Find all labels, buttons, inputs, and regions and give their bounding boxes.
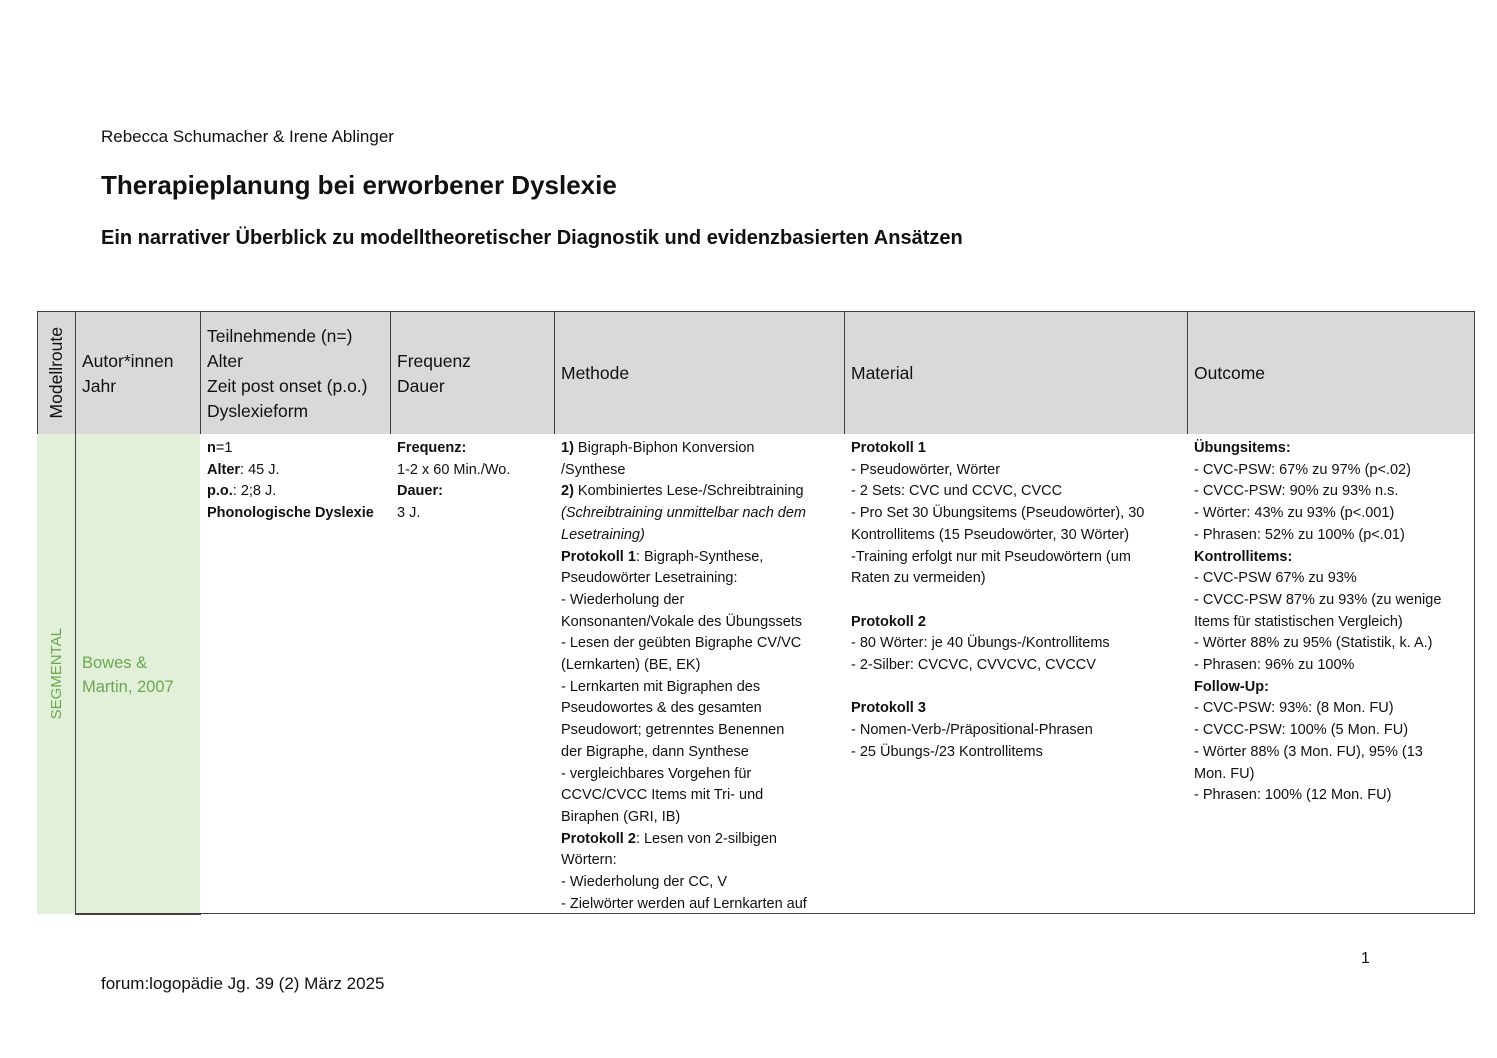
header-dyslexieform-line: Dyslexieform: [207, 401, 309, 421]
outcome-cell: [1187, 434, 1475, 914]
method-protokoll-1-text: : Bigraph-Synthese,: [635, 548, 764, 565]
journal-footer: forum:logopädie Jg. 39 (2) März 2025: [101, 974, 385, 993]
material-p1-item: - Pseudowörter, Wörter: [851, 461, 1001, 478]
route-label: SEGMENTAL: [48, 628, 65, 720]
header-methode-label: Methode: [561, 363, 630, 383]
material-p1-item: - Pro Set 30 Übungsitems (Pseudowörter), 30: [851, 505, 1145, 522]
header-dauer-line: Dauer: [397, 376, 445, 396]
author-line-2: Martin, 2007: [82, 678, 174, 696]
author-line-1: Bowes &: [82, 654, 148, 672]
material-protokoll-3-title: Protokoll 3: [851, 700, 926, 717]
outcome-kontroll-item: - Wörter 88% zu 95% (Statistik, k. A.): [1194, 635, 1433, 652]
material-p3-item: - 25 Übungs-/23 Kontrollitems: [851, 743, 1043, 760]
method-protokoll-2-label: Protokoll 2: [561, 830, 636, 847]
header-zeit-line: Zeit post onset (p.o.): [207, 376, 368, 396]
header-outcome: [1187, 311, 1475, 435]
header-methode: [554, 311, 845, 435]
outcome-follow-item: - Wörter 88% (3 Mon. FU), 95% (13: [1194, 743, 1423, 760]
outcome-uebung-title: Übungsitems:: [1194, 440, 1291, 456]
header-frequenz-line: Frequenz: [397, 351, 471, 371]
outcome-kontroll-item: Items für statistischen Vergleich): [1194, 613, 1403, 630]
method-2-number: 2): [561, 483, 574, 500]
header-alter-line: Alter: [207, 351, 243, 371]
participants-cell: [200, 434, 391, 914]
material-protokoll-2-title: Protokoll 2: [851, 613, 926, 630]
material-p1-item: -Training erfolgt nur mit Pseudowörtern (um: [851, 548, 1131, 565]
header-material: [844, 311, 1188, 435]
material-p1-item: Kontrollitems (15 Pseudowörter, 30 Wörter): [851, 526, 1130, 543]
method-2-note-2: Lesetraining): [561, 526, 645, 543]
method-p1-item: (Lernkarten) (BE, EK): [561, 657, 701, 674]
outcome-follow-item: Mon. FU): [1194, 765, 1255, 782]
dauer-value: 3 J.: [397, 505, 421, 522]
po-value: : 2;8 J.: [232, 483, 277, 500]
dauer-label: Dauer:: [397, 483, 443, 500]
method-p1-item: Pseudowort; getrenntes Benennen: [561, 722, 785, 739]
frequency-cell: [390, 434, 555, 914]
material-protokoll-1-title: Protokoll 1: [851, 440, 926, 456]
outcome-uebung-item: - CVC-PSW: 67% zu 97% (p<.02): [1194, 461, 1411, 478]
n-value: =1: [215, 440, 233, 456]
outcome-uebung-item: - CVCC-PSW: 90% zu 93% n.s.: [1194, 483, 1399, 500]
method-p2-item: - Wiederholung der CC, V: [561, 874, 728, 891]
outcome-follow-title: Follow-Up:: [1194, 678, 1269, 695]
route-cell: [37, 434, 76, 914]
material-p3-item: - Nomen-Verb-/Präpositional-Phrasen: [851, 722, 1093, 739]
material-p1-item: - 2 Sets: CVC und CCVC, CVCC: [851, 483, 1063, 500]
article-subtitle: Ein narrativer Überblick zu modelltheoretischer Diagnostik und evidenzbasierten Ansätzen: [101, 227, 963, 249]
header-modellroute: [37, 311, 76, 435]
author-cell: [75, 434, 201, 915]
outcome-kontroll-item: - CVC-PSW 67% zu 93%: [1194, 570, 1357, 587]
header-modellroute-label: Modellroute: [46, 327, 66, 419]
alter-value: : 45 J.: [240, 461, 280, 478]
method-p1-item: - Wiederholung der: [561, 591, 685, 608]
method-protokoll-1-line2: Pseudowörter Lesetraining:: [561, 570, 738, 587]
method-1-text-cont: /Synthese: [561, 461, 626, 478]
n-label: n: [207, 440, 216, 456]
outcome-kontroll-item: - Phrasen: 96% zu 100%: [1194, 657, 1355, 674]
method-1-number: 1): [561, 440, 574, 456]
header-autor-line: Autor*innen: [82, 351, 174, 371]
outcome-kontroll-title: Kontrollitems:: [1194, 548, 1293, 565]
page-number: 1: [1361, 950, 1370, 967]
method-protokoll-2-text: : Lesen von 2-silbigen: [635, 830, 778, 847]
method-2-note-1: (Schreibtraining unmittelbar nach dem: [561, 505, 807, 522]
outcome-follow-item: - CVCC-PSW: 100% (5 Mon. FU): [1194, 722, 1409, 739]
method-protokoll-1-label: Protokoll 1: [561, 548, 636, 565]
material-p2-item: - 80 Wörter: je 40 Übungs-/Kontrollitems: [851, 635, 1110, 652]
header-outcome-label: Outcome: [1194, 363, 1265, 383]
method-p2-item: - Zielwörter werden auf Lernkarten auf: [561, 895, 807, 912]
outcome-uebung-item: - Phrasen: 52% zu 100% (p<.01): [1194, 526, 1405, 543]
method-p1-item: der Bigraphe, dann Synthese: [561, 743, 749, 760]
header-teilnehmende: [200, 311, 391, 435]
alter-label: Alter: [207, 461, 241, 478]
outcome-follow-item: - CVC-PSW: 93%: (8 Mon. FU): [1194, 700, 1394, 717]
po-label: p.o.: [207, 483, 233, 500]
therapy-table: [37, 311, 1475, 914]
material-p2-item: - 2-Silber: CVCVC, CVVCVC, CVCCV: [851, 657, 1096, 674]
outcome-uebung-item: - Wörter: 43% zu 93% (p<.001): [1194, 505, 1395, 522]
method-p2-item: Wörtern:: [561, 852, 617, 869]
method-p1-item: Konsonanten/Vokale des Übungssets: [561, 613, 803, 630]
header-jahr-line: Jahr: [82, 376, 117, 396]
article-title: Therapieplanung bei erworbener Dyslexie: [101, 170, 617, 200]
article-authors: Rebecca Schumacher & Irene Ablinger: [101, 127, 394, 146]
method-p1-item: - Lernkarten mit Bigraphen des: [561, 678, 761, 695]
material-p1-item: Raten zu vermeiden): [851, 570, 986, 587]
method-1-text: Bigraph-Biphon Konversion: [573, 440, 755, 456]
dyslexia-form: Phonologische Dyslexie: [207, 505, 374, 522]
method-cell: [554, 434, 845, 914]
frequenz-value: 1-2 x 60 Min./Wo.: [397, 461, 511, 478]
header-material-label: Material: [851, 363, 914, 383]
method-p1-item: Biraphen (GRI, IB): [561, 808, 681, 825]
method-p1-item: - Lesen der geübten Bigraphe CV/VC: [561, 635, 802, 652]
header-teilnehmende-line: Teilnehmende (n=): [207, 326, 353, 346]
header-frequenz: [390, 311, 555, 435]
material-cell: [844, 434, 1188, 914]
outcome-kontroll-item: - CVCC-PSW 87% zu 93% (zu wenige: [1194, 591, 1442, 608]
header-autor: [75, 311, 201, 435]
method-p1-item: - vergleichbares Vorgehen für: [561, 765, 752, 782]
method-p1-item: CCVC/CVCC Items mit Tri- und: [561, 787, 764, 804]
frequenz-label: Frequenz:: [397, 440, 467, 456]
method-p1-item: Pseudowortes & des gesamten: [561, 700, 762, 717]
method-2-text: Kombiniertes Lese-/Schreibtraining: [573, 483, 804, 500]
outcome-follow-item: - Phrasen: 100% (12 Mon. FU): [1194, 787, 1392, 804]
